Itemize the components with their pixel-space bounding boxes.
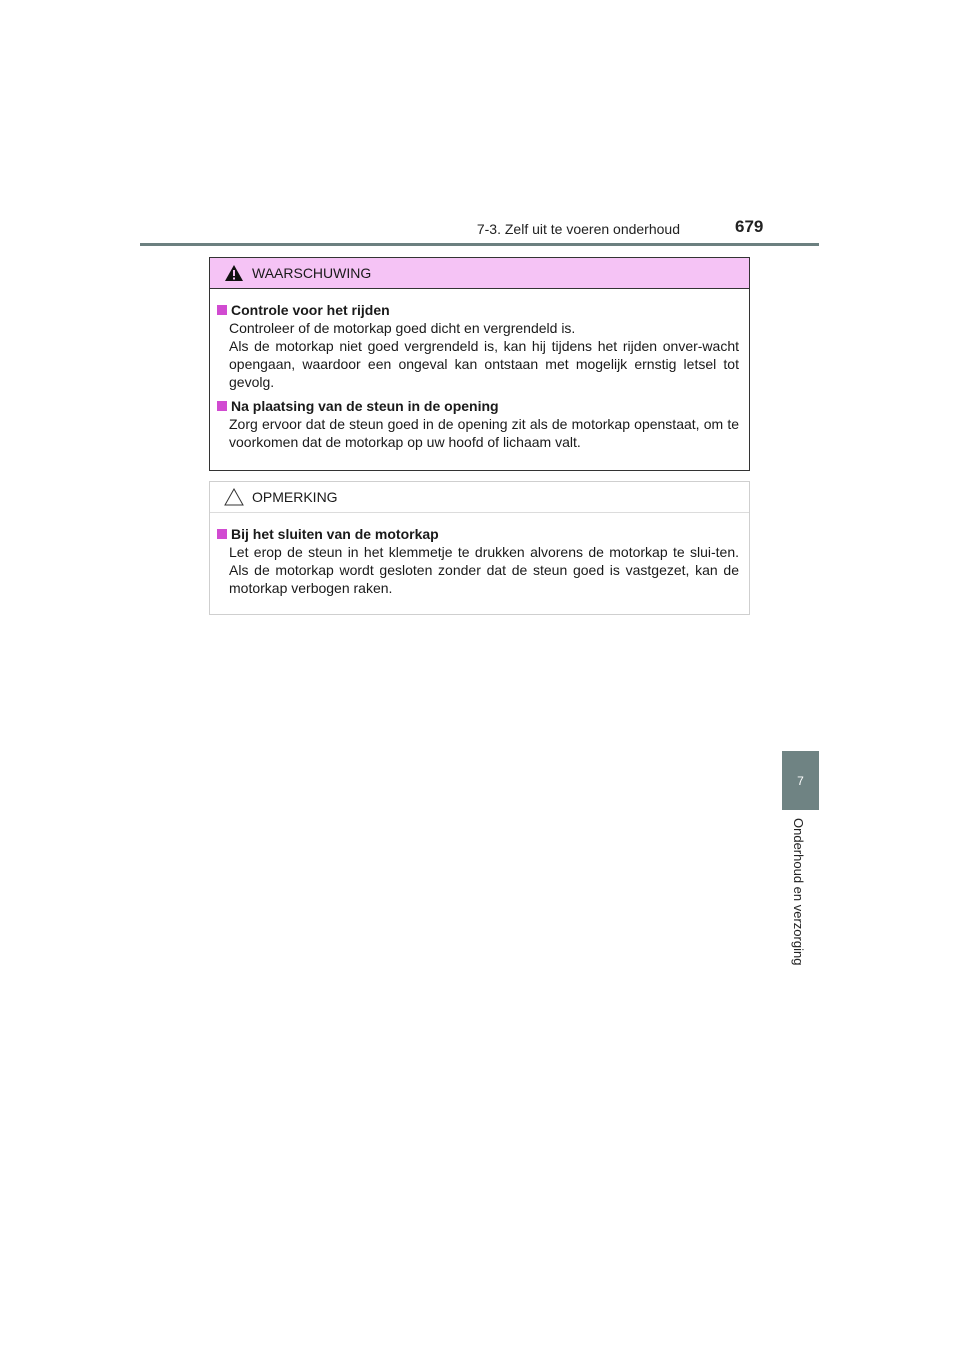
- notice-item-text: Let erop de steun in het klemmetje te drukken alvorens de motorkap te slui-ten. Als de motorkap wordt gesloten zonder dat de steun goed is vastgezet, kan de motorkap verbogen raken.: [229, 544, 739, 596]
- warning-item-title: Controle voor het rijden: [231, 302, 390, 318]
- bullet-square: [217, 529, 227, 539]
- notice-label: OPMERKING: [252, 489, 338, 505]
- warning-body: [210, 289, 749, 451]
- caution-outline-icon: [224, 488, 244, 506]
- notice-box: [209, 481, 750, 615]
- warning-header: [210, 258, 749, 289]
- warning-item: [217, 397, 739, 451]
- warning-item-text: Controleer of de motorkap goed dicht en vergrendeld is.: [229, 320, 576, 336]
- warning-label: WAARSCHUWING: [252, 265, 372, 281]
- warning-item-title: Na plaatsing van de steun in de opening: [231, 398, 499, 414]
- warning-item: [217, 301, 739, 391]
- chapter-side-title: Onderhoud en verzorging: [791, 818, 806, 966]
- warning-item-text: Zorg ervoor dat de steun goed in de opening zit als de motorkap openstaat, om te voorkomen dat de motorkap op uw hoofd of lichaam valt.: [229, 416, 739, 450]
- warning-item-text: Als de motorkap niet goed vergrendeld is, kan hij tijdens het rijden onver-wacht opengaan, waardoor een ongeval kan ontstaan met mogelijk ernstig letsel tot gevolg.: [229, 338, 739, 390]
- chapter-tab: 7: [782, 751, 819, 810]
- bullet-square: [217, 401, 227, 411]
- header-rule: [140, 243, 819, 246]
- notice-item: [217, 525, 739, 597]
- warning-icon: [224, 264, 244, 282]
- bullet-square: [217, 305, 227, 315]
- notice-header: [210, 482, 749, 513]
- warning-box: [209, 257, 750, 471]
- notice-item-title: Bij het sluiten van de motorkap: [231, 526, 439, 542]
- page-number: 679: [735, 217, 764, 236]
- section-title: 7-3. Zelf uit te voeren onderhoud: [476, 221, 680, 237]
- notice-body: [210, 513, 749, 597]
